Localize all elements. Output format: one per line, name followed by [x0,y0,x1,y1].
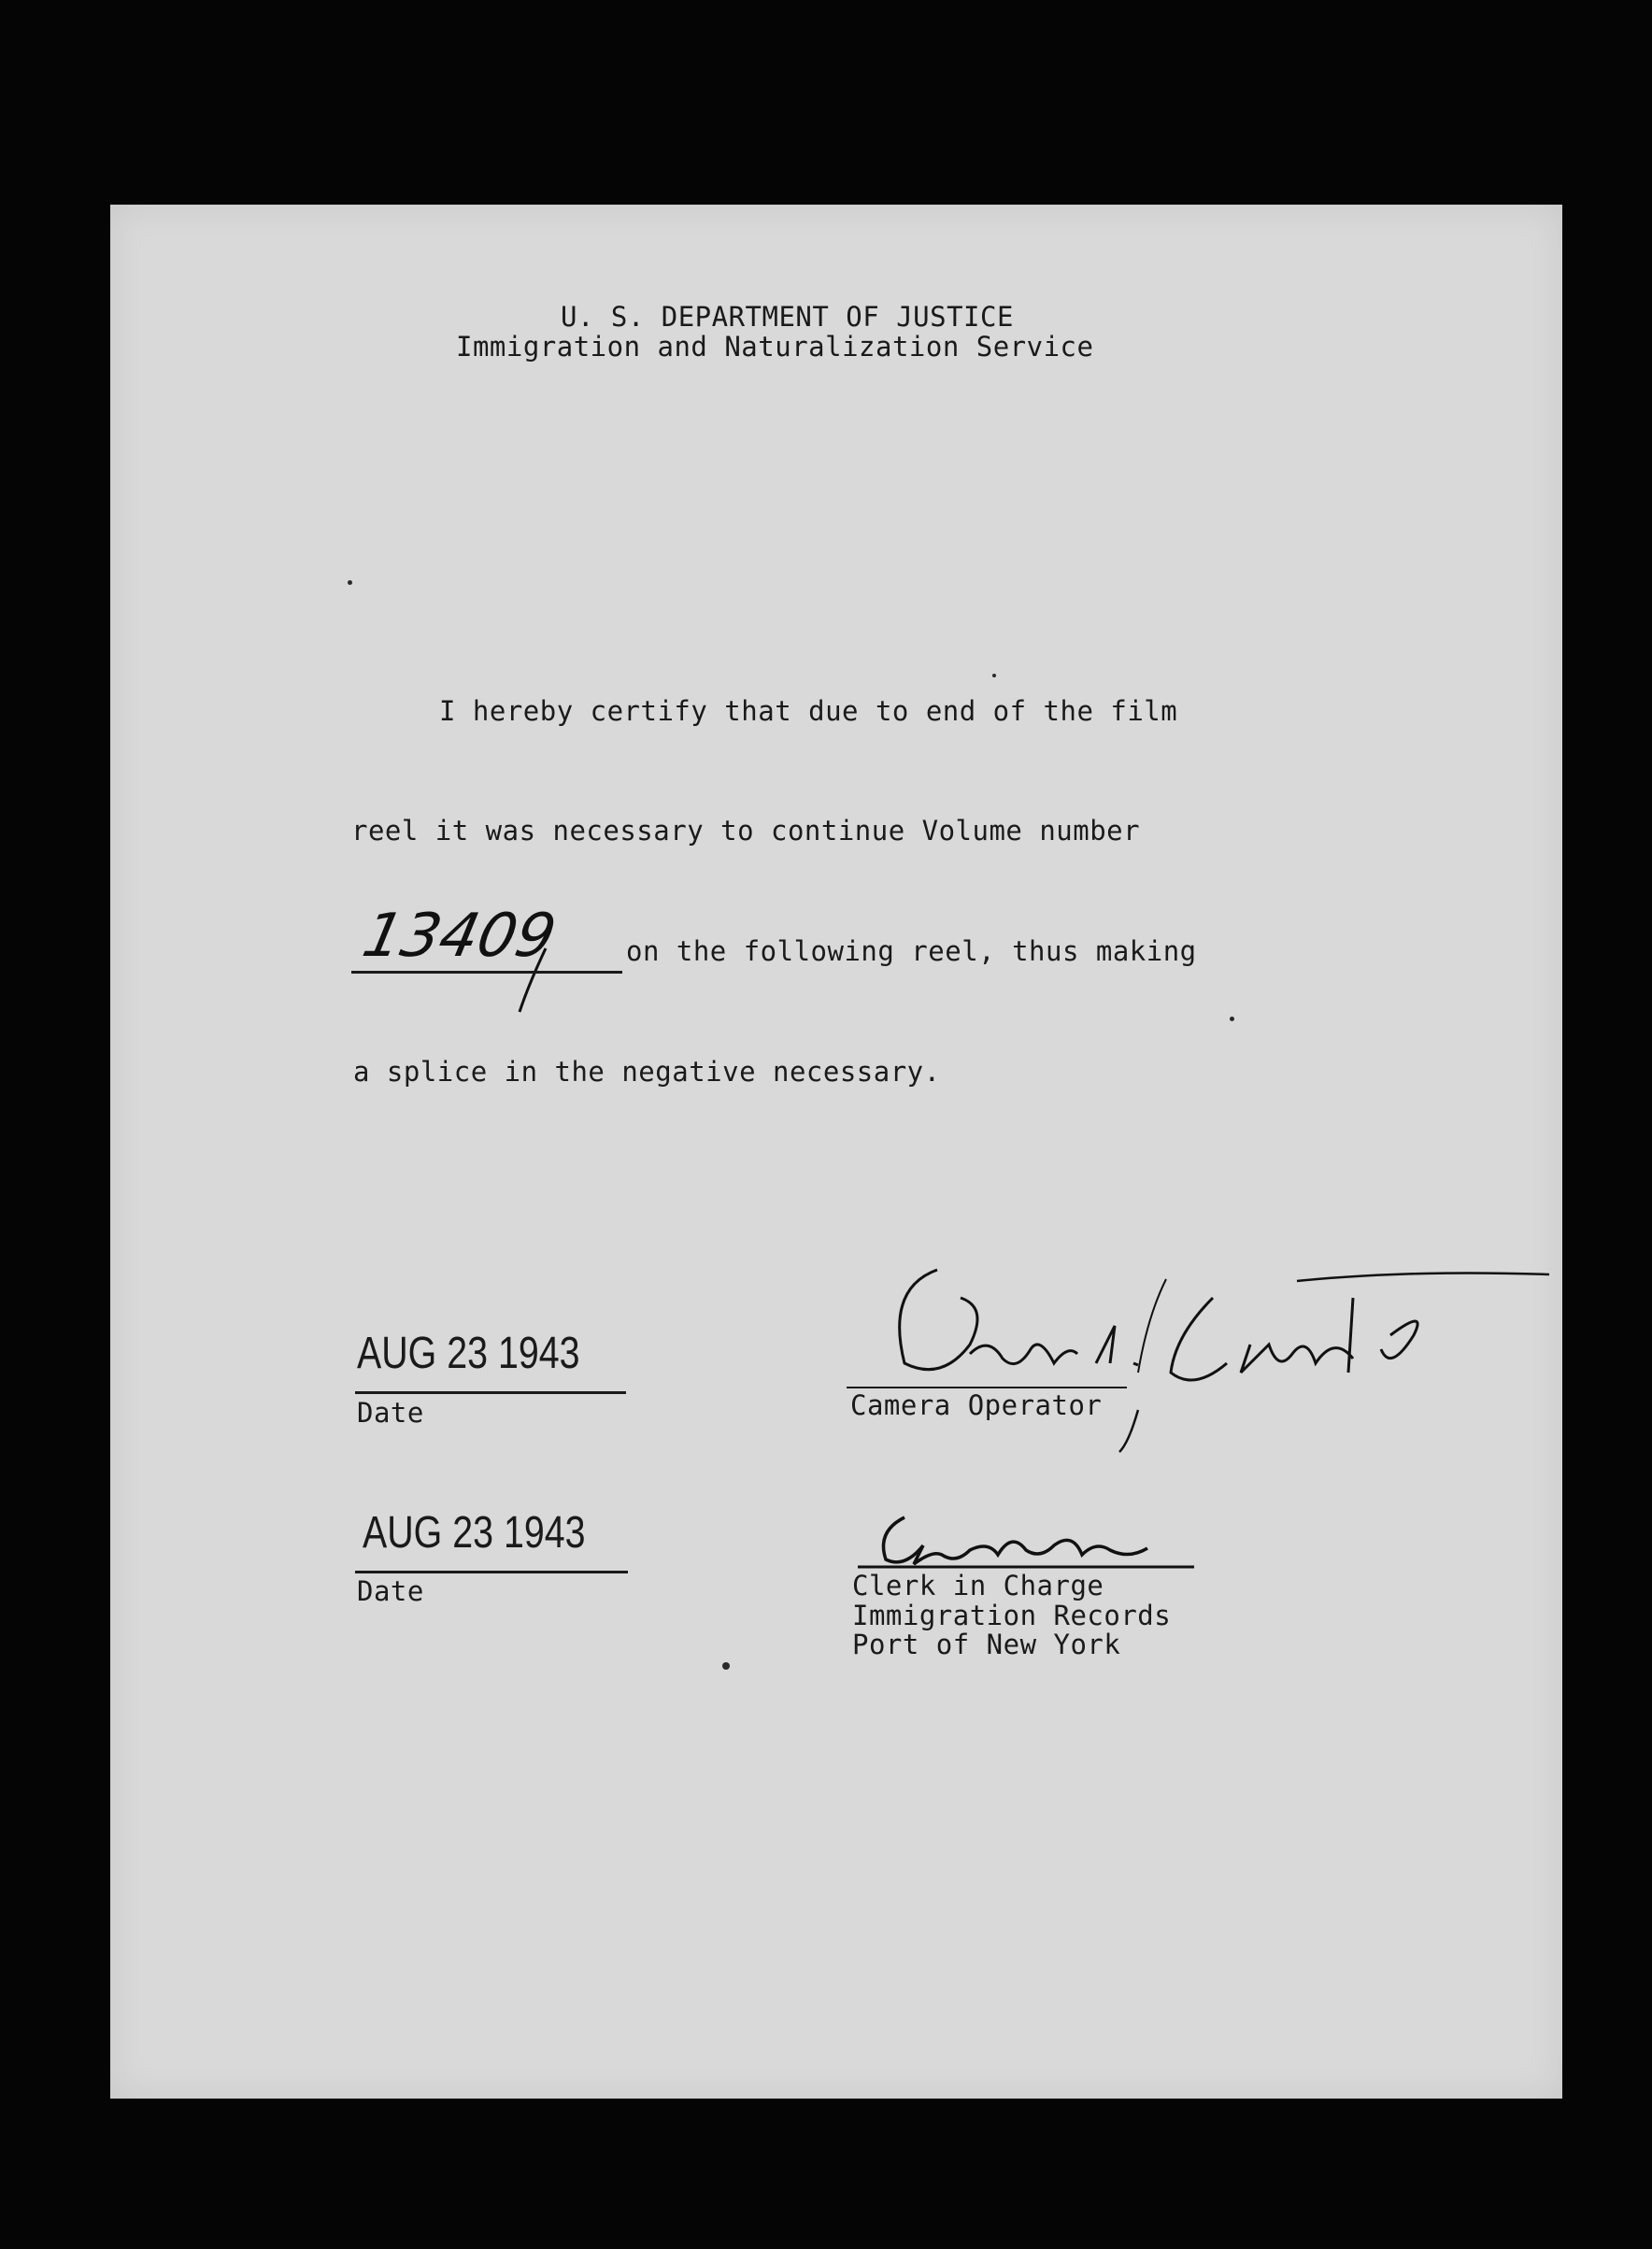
camera-operator-signature [830,1232,1559,1457]
film-speck [992,674,996,677]
date-line-2 [355,1571,628,1573]
clerk-line-2: Immigration Records [852,1600,1172,1631]
clerk-line-3: Port of New York [852,1629,1121,1660]
header-service: Immigration and Naturalization Service [456,331,1094,363]
clerk-signature [848,1494,1241,1578]
camera-operator-label: Camera Operator [850,1389,1103,1421]
clerk-line-1: Clerk in Charge [852,1570,1104,1601]
body-line-4: a splice in the negative necessary. [353,1056,941,1088]
date-label-2: Date [357,1575,424,1607]
volume-number-underline [351,971,622,974]
date-label-1: Date [357,1397,424,1429]
date-line-1 [355,1391,626,1394]
camera-operator-line [847,1387,1127,1388]
film-speck [722,1662,730,1670]
film-speck [348,580,352,585]
header-department: U. S. DEPARTMENT OF JUSTICE [561,301,1014,333]
date-stamp-2: AUG 23 1943 [363,1508,586,1558]
volume-number-handwritten [351,900,632,1012]
body-line-1: I hereby certify that due to end of the film [439,695,1178,727]
document-page [110,205,1562,2099]
date-stamp-1: AUG 23 1943 [357,1329,580,1378]
body-line-3: on the following reel, thus making [626,935,1197,967]
body-line-2: reel it was necessary to continue Volume number [351,815,1141,847]
film-speck [1230,1017,1234,1021]
svg-text:13409: 13409 [356,901,563,971]
